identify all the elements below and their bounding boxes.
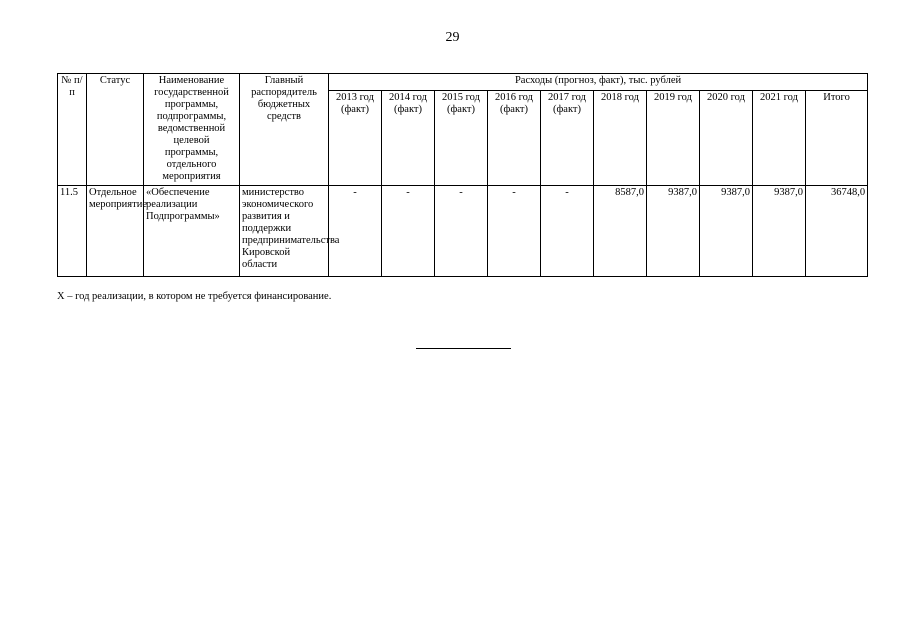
- cell-2018: 8587,0: [594, 186, 647, 277]
- cell-2014: -: [382, 186, 435, 277]
- cell-program-name: «Обеспечение реализации Подпрограммы»: [144, 186, 240, 277]
- header-num: № п/п: [58, 74, 87, 186]
- cell-2021: 9387,0: [753, 186, 806, 277]
- cell-2019: 9387,0: [647, 186, 700, 277]
- cell-num: 11.5: [58, 186, 87, 277]
- header-expenses: Расходы (прогноз, факт), тыс. рублей: [329, 74, 868, 91]
- cell-total: 36748,0: [806, 186, 868, 277]
- header-row: [58, 74, 868, 91]
- budget-table: [57, 73, 868, 277]
- cell-2015: -: [435, 186, 488, 277]
- header-program-name: Наименование государственной программы, подпрограммы, ведомственной целевой программы, отдельного мероприятия: [144, 74, 240, 186]
- cell-executor: министерство экономического развития и поддержки предпринимательства Кировской области: [240, 186, 329, 277]
- header-year-2018: 2018 год: [594, 91, 647, 186]
- footnote: Х – год реализации, в котором не требуется финансирование.: [57, 291, 332, 302]
- header-year-2014: 2014 год (факт): [382, 91, 435, 186]
- page-number: 29: [445, 30, 460, 45]
- header-year-2017: 2017 год (факт): [541, 91, 594, 186]
- header-total: Итого: [806, 91, 868, 186]
- header-year-2019: 2019 год: [647, 91, 700, 186]
- cell-2017: -: [541, 186, 594, 277]
- header-year-2016: 2016 год (факт): [488, 91, 541, 186]
- cell-status: Отдельное мероприятие: [87, 186, 144, 277]
- header-year-2015: 2015 год (факт): [435, 91, 488, 186]
- header-year-2020: 2020 год: [700, 91, 753, 186]
- header-executor: Главный распорядитель бюджетных средств: [240, 74, 329, 186]
- table-row: [58, 186, 868, 277]
- header-year-2021: 2021 год: [753, 91, 806, 186]
- cell-2016: -: [488, 186, 541, 277]
- cell-2020: 9387,0: [700, 186, 753, 277]
- end-divider: [416, 348, 511, 349]
- header-status: Статус: [87, 74, 144, 186]
- cell-2013: -: [329, 186, 382, 277]
- header-year-2013: 2013 год (факт): [329, 91, 382, 186]
